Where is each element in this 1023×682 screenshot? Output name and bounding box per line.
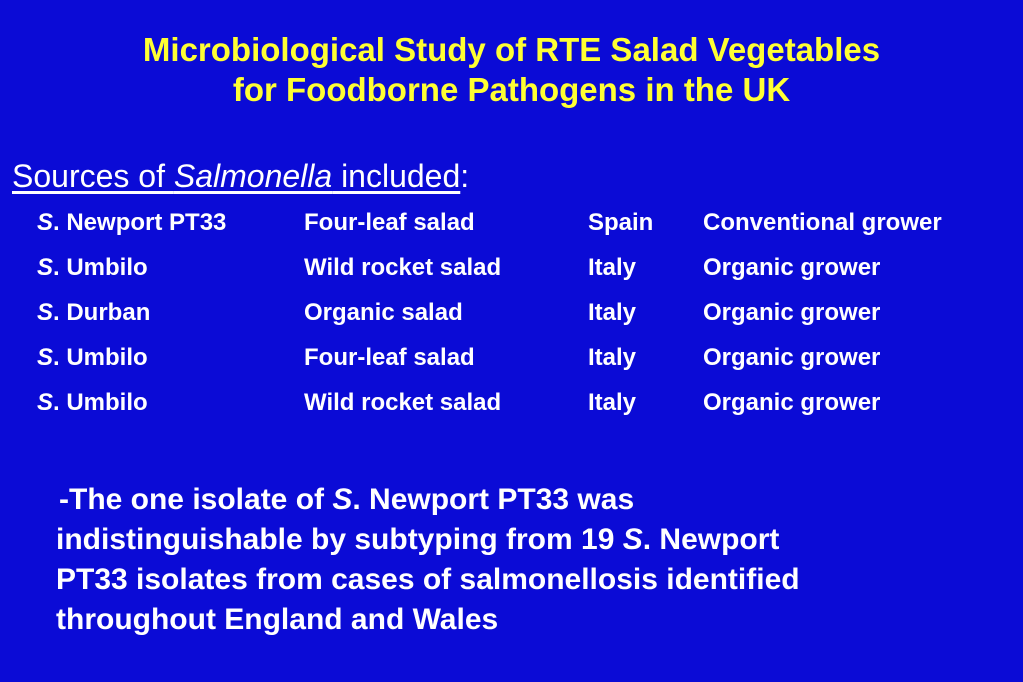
product-cell: Four-leaf salad: [304, 208, 475, 236]
note-line-3: PT33 isolates from cases of salmonellosis identified: [56, 563, 800, 596]
note-line-1-genus: S: [332, 483, 353, 516]
sources-table: [37, 200, 942, 425]
sources-heading-colon: :: [460, 158, 470, 194]
slide-title-line-2: for Foodborne Pathogens in the UK: [232, 71, 791, 108]
grower-cell: Organic grower: [703, 253, 881, 281]
grower-cell: Organic grower: [703, 343, 881, 371]
product-cell: Wild rocket salad: [304, 388, 502, 416]
serovar-cell: [37, 290, 304, 335]
note-line-1: [59, 480, 1006, 520]
product-cell: Organic salad: [304, 298, 463, 326]
genus-abbrev: S: [37, 253, 54, 281]
serovar-cell: [37, 380, 304, 425]
sources-heading-text-2: included: [332, 158, 461, 194]
country-cell: Italy: [588, 253, 637, 281]
genus-abbrev: S: [37, 208, 54, 236]
product-cell: Four-leaf salad: [304, 343, 475, 371]
note-line-2-text-a: indistinguishable by subtyping from 19: [56, 523, 623, 556]
note-line-2-text-b: . Newport: [642, 523, 780, 556]
table-row: [37, 290, 942, 335]
sources-heading-text-1: Sources of: [12, 158, 174, 194]
country-cell: Spain: [588, 208, 654, 236]
sources-heading-italic: Salmonella: [173, 158, 333, 194]
note-line-2: [56, 520, 1006, 560]
table-row: [37, 380, 942, 425]
grower-cell: Organic grower: [703, 298, 881, 326]
grower-cell: Organic grower: [703, 388, 881, 416]
table-row: [37, 200, 942, 245]
serovar-name: . Newport PT33: [53, 208, 227, 236]
country-cell: Italy: [588, 343, 637, 371]
slide-title-line-1: Microbiological Study of RTE Salad Vegetables: [142, 31, 881, 68]
sources-heading: [12, 156, 469, 196]
note-line-4: throughout England and Wales: [56, 603, 499, 636]
serovar-name: . Umbilo: [53, 253, 148, 281]
conclusion-note: [56, 480, 1006, 640]
serovar-cell: [37, 200, 304, 245]
genus-abbrev: S: [37, 343, 54, 371]
country-cell: Italy: [588, 388, 637, 416]
table-row: [37, 335, 942, 380]
product-cell: Wild rocket salad: [304, 253, 502, 281]
grower-cell: Conventional grower: [703, 208, 942, 236]
serovar-cell: [37, 335, 304, 380]
serovar-name: . Durban: [53, 298, 151, 326]
country-cell: Italy: [588, 298, 637, 326]
serovar-name: . Umbilo: [53, 388, 148, 416]
note-line-1-text-b: . Newport PT33 was: [352, 483, 635, 516]
genus-abbrev: S: [37, 298, 54, 326]
genus-abbrev: S: [37, 388, 54, 416]
note-line-2-genus: S: [622, 523, 643, 556]
sources-heading-underlined: [12, 158, 460, 194]
table-row: [37, 245, 942, 290]
note-line-1-text-a: -The one isolate of: [59, 483, 333, 516]
serovar-cell: [37, 245, 304, 290]
serovar-name: . Umbilo: [53, 343, 148, 371]
slide-title: [0, 30, 1023, 110]
